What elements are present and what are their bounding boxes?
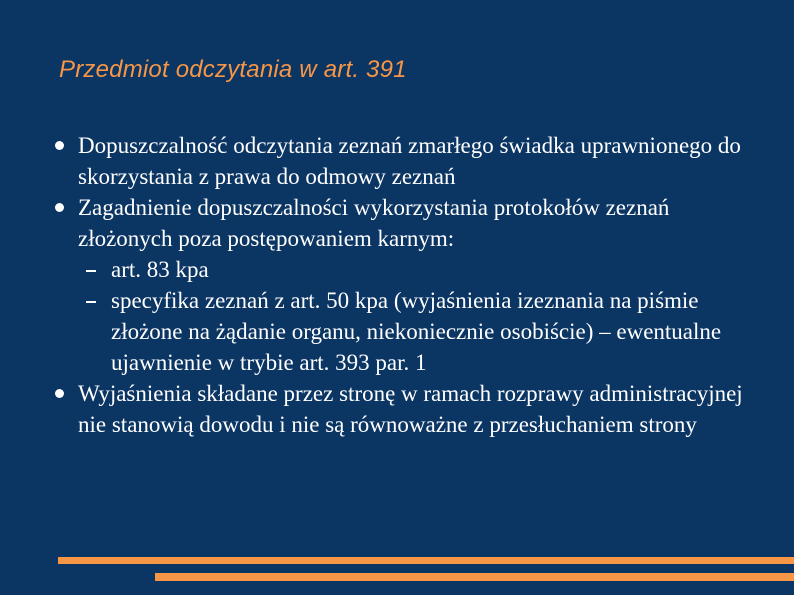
bullet-dot-icon [55,141,64,150]
sub-bullet-item [111,285,768,378]
bullet-dot-icon [55,389,64,398]
bullet-list [78,130,768,440]
bullet-item [78,192,768,254]
slide-title: Przedmiot odczytania w art. 391 [59,56,407,83]
sub-bullet-text: art. 83 kpa [111,257,209,282]
bullet-dot-icon [55,203,64,212]
bullet-text: Dopuszczalność odczytania zeznań zmarłego świadka uprawnionego do skorzystania z prawa do odmowy zeznań [78,133,741,189]
dash-icon [86,301,96,303]
bullet-item [78,378,768,440]
bullet-text: Zagadnienie dopuszczalności wykorzystania protokołów zeznań złożonych poza postępowaniem karnym: [78,195,670,251]
decorative-bar-bottom [155,573,794,581]
dash-icon [86,270,96,272]
decorative-bar-top [58,557,794,564]
sub-bullet-text: specyfika zeznań z art. 50 kpa (wyjaśnienia izeznania na piśmie złożone na żądanie organu, niekoniecznie osobiście) – ewentualne ujawnienie w trybie art. 393 par. 1 [111,288,722,375]
sub-bullet-item [111,254,768,285]
bullet-item [78,130,768,192]
bullet-text: Wyjaśnienia składane przez stronę w ramach rozprawy administracyjnej nie stanowią dowodu i nie są równoważne z przesłuchaniem strony [78,381,743,437]
